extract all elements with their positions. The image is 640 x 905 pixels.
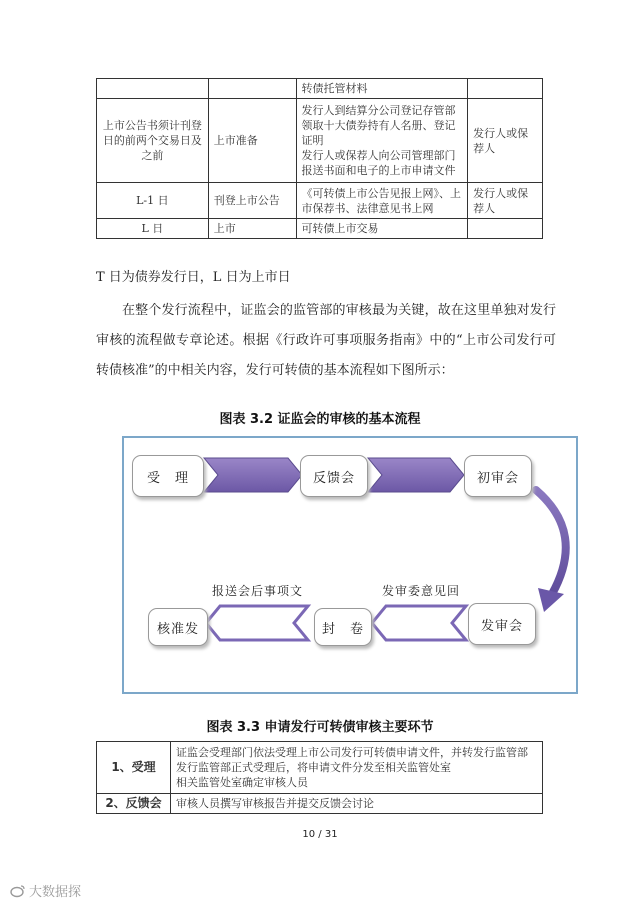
table-row <box>97 219 543 239</box>
table-cell: 证监会受理部门依法受理上市公司发行可转债申请文件，并转发行监管部 发行监管部正式受理后，将申请文件分发至相关监管处室 相关监管处室确定审核人员 <box>171 742 543 794</box>
table-cell: 刊登上市公告 <box>208 183 296 219</box>
table-cell: L 日 <box>97 219 209 239</box>
table-cell: 审核人员撰写审核报告并提交反馈会讨论 <box>171 794 543 814</box>
label-post-meeting-docs: 报送会后事项文 <box>212 584 304 598</box>
review-steps-table <box>96 741 543 814</box>
curved-arrow-head <box>538 588 564 612</box>
table-cell: 发行人或保荐人 <box>468 99 543 183</box>
chevron-arrow-2 <box>368 458 464 492</box>
date-note: T 日为债券发行日，L 日为上市日 <box>96 270 291 285</box>
table-cell: 转债托管材料 <box>296 79 468 99</box>
table-cell: L-1 日 <box>97 183 209 219</box>
table-cell <box>468 219 543 239</box>
table-cell: 上市公告书须计刊登日的前两个交易日及之前 <box>97 99 209 183</box>
step-issuance-review: 发审会 <box>468 603 536 645</box>
table-row <box>97 79 543 99</box>
step-feedback-meeting: 反馈会 <box>300 455 368 497</box>
step-approval: 核准发 <box>148 608 208 646</box>
review-flow-diagram <box>122 436 578 694</box>
curved-arrow <box>536 490 566 594</box>
table-cell <box>208 79 296 99</box>
figure-caption: 图表 3.2 证监会的审核的基本流程 <box>219 412 421 427</box>
table-cell-head: 1、受理 <box>97 742 171 794</box>
step-seal-file: 封 卷 <box>314 608 372 646</box>
table-row <box>97 99 543 183</box>
weibo-logo-icon <box>10 884 26 898</box>
table-cell: 可转债上市交易 <box>296 219 468 239</box>
watermark-text: 大数据探 <box>29 885 82 900</box>
watermark <box>10 881 81 900</box>
body-paragraph: 在整个发行流程中，证监会的监管部的审核最为关键，故在这里单独对发行审核的流程做专章论述。根据《行政许可事项服务指南》中的“上市公司发行可转债核准”的中相关内容，发行可转债的基本流程如下图所示： <box>96 303 556 378</box>
table-cell <box>468 79 543 99</box>
chevron-arrow-4 <box>372 606 466 640</box>
chevron-arrow-1 <box>204 458 302 492</box>
table-cell: 《可转债上市公告见报上网》、上市保荐书、法律意见书上网 <box>296 183 468 219</box>
table-row <box>97 742 543 794</box>
table-cell: 上市准备 <box>208 99 296 183</box>
page-number: 10 / 31 <box>302 829 338 840</box>
label-committee-opinion: 发审委意见回 <box>382 584 461 598</box>
table-cell <box>97 79 209 99</box>
chevron-arrow-3 <box>206 606 308 640</box>
table-row <box>97 794 543 814</box>
step-preliminary-review: 初审会 <box>464 455 532 497</box>
table-cell-head: 2、反馈会 <box>97 794 171 814</box>
table-cell: 发行人到结算分公司登记存管部领取十大债券持有人名册、登记证明 发行人或保荐人向公司管理部门报送书面和电子的上市申请文件 <box>296 99 468 183</box>
step-accept: 受 理 <box>132 455 204 497</box>
table-caption: 图表 3.3 申请发行可转债审核主要环节 <box>206 720 434 735</box>
listing-schedule-table <box>96 78 543 239</box>
table-row <box>97 183 543 219</box>
table-cell: 上市 <box>208 219 296 239</box>
table-cell: 发行人或保荐人 <box>468 183 543 219</box>
